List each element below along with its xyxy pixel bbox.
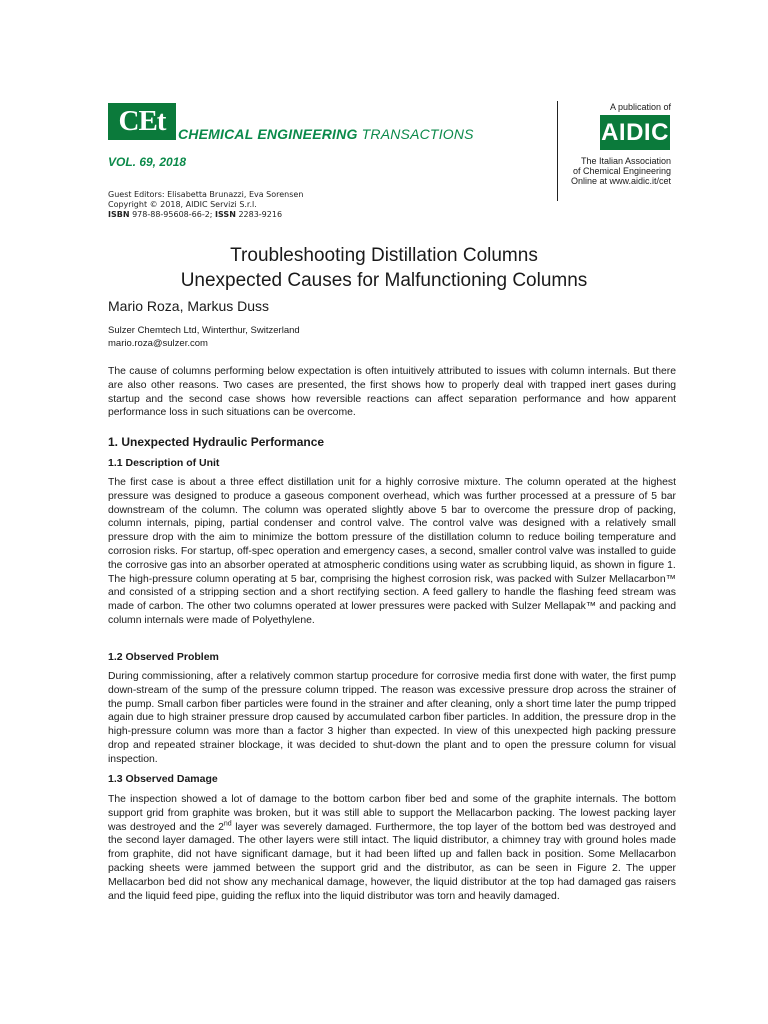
abstract [108,365,676,420]
section-1-1-body [108,476,676,628]
issn-value: 2283-9216 [238,210,283,219]
ordinal-suffix: nd [223,820,232,828]
section-1-3-heading: 1.3 Observed Damage [108,773,218,785]
paper-title [0,243,768,293]
paragraph-part: layer was severely damaged. Furthermore, the top layer of the bottom bed was destroyed and the second layer damaged. The other layers were still intact. The liquid distributor, a chimney tray with ground holes made from graphite, did not have significant damage, but it had been lifted up and fallen back in position. Some Mellacarbon packing sheets were jammed between the support grid and the distributor, as can be seen in Figure 2. The upper Mellacarbon bed did not show any mechanical damage, however, the liquid distributor at the top had damaged gas raisers and the liquid feed pipe, guiding the reflux into the liquid distributor was torn and heavily damaged. [108,821,677,902]
affiliation: Sulzer Chemtech Ltd, Winterthur, Switzerland [108,325,300,336]
aidic-info-line: of Chemical Engineering [572,166,671,176]
authors: Mario Roza, Markus Duss [108,298,270,314]
editorial-info [108,190,303,220]
paragraph [108,793,676,903]
aidic-website-line: Online at www.aidic.it/cet [570,176,671,186]
section-1-1-heading: 1.1 Description of Unit [108,457,220,469]
issn-label: ISSN [215,210,236,219]
abstract-text: The cause of columns performing below expectation is often intuitively attributed to issues with column internals. But there are also other reasons. Two cases are presented, the first shows how to properly deal with trapped inert gases during startup and the second case shows how reversible reactions can affect separation performance and how apparent performance loss in such situations can be overcome. [108,366,676,419]
volume-label: VOL. 69, 2018 [108,155,187,169]
journal-name [178,126,474,142]
journal-name-light: TRANSACTIONS [361,126,474,142]
publication-of-label: A publication of [609,102,671,112]
guest-editors-label: Guest Editors: [108,190,165,199]
guest-editors-line [108,190,303,200]
affiliation-block [108,324,300,350]
journal-name-bold: CHEMICAL ENGINEERING [178,126,358,142]
section-1-heading: 1. Unexpected Hydraulic Performance [108,435,325,449]
isbn-line [108,210,303,220]
aidic-info [511,156,671,186]
section-1-2-body [108,670,676,767]
paper-title-line-1: Troubleshooting Distillation Columns [230,245,538,266]
guest-editors-names: Elisabetta Brunazzi, Eva Sorensen [167,190,304,199]
paragraph: The high-pressure column operating at 5 bar, comprising the highest corrosion risk, was packed with Sulzer Mellacarbon™ and consisted of a stripping section and a short rectifying section. A feed gallery to handle the flashing feed stream was made of carbon. The other two columns operated at lower pressures were packed with Sulzer Mellapak™ and packing and column internals were made of Polyethylene. [108,573,676,626]
section-1-2-heading: 1.2 Observed Problem [108,651,219,663]
aidic-logo [600,115,670,150]
cet-logo [108,103,176,140]
paragraph: The first case is about a three effect distillation unit for a highly corrosive mixture. The column operated at the highest pressure was designed to produce a gaseous component overhead, which was further processed at a pressure of 5 bar downstream of the column. The column was operated slightly above 5 bar to overcome the pressure drop of packing, column internals, piping, partial condenser and control valve. The control valve was designed with a relatively small pressure drop with the aim to minimize the bottom pressure of the distillation column to reduce boiling temperature and corrosion risks. For startup, off-spec operation and emergency cases, a second, smaller control valve was installed to guide the corrosive gas into an absorber operated at atmospheric conditions using water as scrubbing liquid, as shown in figure 1. [108,477,676,571]
aidic-logo-text: AIDIC [601,118,669,146]
copyright-line: Copyright © 2018, AIDIC Servizi S.r.l. [108,200,257,209]
paragraph-part: The inspection showed a lot of damage to the bottom carbon fiber bed and some of the graphite internals. The bottom support grid from graphite was broken, but it was still able to support the Mellacarbon packing. The lowest packing layer was destroyed and the 2 [108,794,676,833]
paper-title-line-2: Unexpected Causes for Malfunctioning Columns [180,270,588,291]
section-1-3-body [108,793,676,903]
cet-logo-text: CEt [118,105,166,137]
isbn-value: 978-88-95608-66-2; [132,210,213,219]
isbn-label: ISBN [108,210,130,219]
aidic-info-line: The Italian Association [580,156,671,166]
header-divider [557,101,558,201]
paragraph: During commissioning, after a relatively common startup procedure for corrosive media first done with water, the first pump down-stream of the sump of the pressure column tripped. The reason was excessive pressure drop across the strainer of the pump. Small carbon fiber particles were found in the strainer and after cleaning, only a short time later the pump tripped again due to high strainer pressure drop caused by accumulated carbon fiber particles. In addition, the pressure drop in the high-pressure column was more than a factor 3 higher than expected. In view of this unexpected high packing pressure drop and repeated strainer blockage, it was decided to shut-down the plant and to open the pressure column for visual inspection. [108,671,676,765]
author-email[interactable]: mario.roza@sulzer.com [108,338,208,349]
